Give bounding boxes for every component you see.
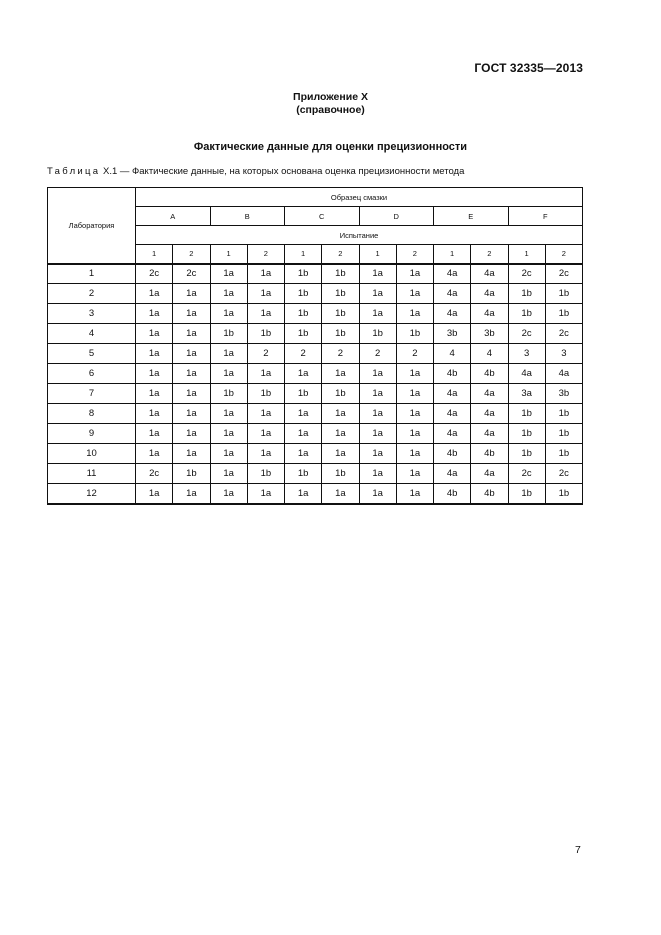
- document-code: ГОСТ 32335—2013: [474, 61, 583, 75]
- result-cell: 3a: [508, 384, 545, 404]
- result-cell: 1b: [247, 464, 284, 484]
- result-cell: 2: [396, 344, 433, 364]
- test-number-header: 2: [247, 245, 284, 264]
- result-cell: 1b: [508, 484, 545, 504]
- result-cell: 1a: [359, 264, 396, 284]
- appendix-subtitle: (справочное): [296, 104, 365, 116]
- result-cell: 4a: [434, 404, 471, 424]
- result-cell: 3b: [545, 384, 582, 404]
- test-number-header: 1: [359, 245, 396, 264]
- result-cell: 1b: [359, 324, 396, 344]
- page-number: 7: [575, 844, 581, 856]
- result-cell: 1b: [545, 424, 582, 444]
- table-row: [48, 324, 583, 344]
- result-cell: 1a: [359, 304, 396, 324]
- result-cell: 1b: [173, 464, 210, 484]
- result-cell: 2c: [545, 264, 582, 284]
- table-caption-label: Таблица: [47, 166, 101, 177]
- result-cell: 1b: [322, 384, 359, 404]
- result-cell: 1b: [508, 444, 545, 464]
- result-cell: 1a: [136, 424, 173, 444]
- result-cell: 1a: [136, 444, 173, 464]
- result-cell: 1a: [396, 284, 433, 304]
- lab-number-cell: 11: [48, 464, 136, 484]
- result-cell: 1a: [136, 404, 173, 424]
- result-cell: 3b: [471, 324, 508, 344]
- result-cell: 3: [545, 344, 582, 364]
- table-caption-number: X.1: [103, 166, 118, 177]
- result-cell: 1b: [285, 464, 322, 484]
- table-row: [48, 364, 583, 384]
- table-row: [48, 424, 583, 444]
- result-cell: 1b: [508, 424, 545, 444]
- result-cell: 2c: [508, 324, 545, 344]
- result-cell: 1a: [396, 384, 433, 404]
- result-cell: 1a: [247, 284, 284, 304]
- result-cell: 1a: [285, 404, 322, 424]
- result-cell: 1a: [173, 404, 210, 424]
- table-caption: [47, 166, 464, 177]
- table-row: [48, 264, 583, 284]
- result-cell: 2: [322, 344, 359, 364]
- lab-number-cell: 1: [48, 264, 136, 284]
- sample-header-d: D: [359, 207, 434, 226]
- result-cell: 1a: [210, 464, 247, 484]
- result-cell: 1a: [285, 444, 322, 464]
- result-cell: 4a: [545, 364, 582, 384]
- result-cell: 1a: [359, 464, 396, 484]
- result-cell: 1a: [173, 324, 210, 344]
- result-cell: 1b: [285, 324, 322, 344]
- appendix-heading: [0, 91, 661, 117]
- result-cell: 1b: [545, 284, 582, 304]
- section-title: Фактические данные для оценки прецизионности: [193, 141, 468, 153]
- result-cell: 1b: [322, 264, 359, 284]
- test-group-header: Испытание: [136, 226, 583, 245]
- result-cell: 1a: [136, 364, 173, 384]
- result-cell: 2c: [508, 264, 545, 284]
- result-cell: 1b: [247, 384, 284, 404]
- result-cell: 1a: [396, 364, 433, 384]
- result-cell: 4a: [434, 464, 471, 484]
- sample-group-header: Образец смазки: [136, 188, 583, 207]
- result-cell: 1a: [359, 424, 396, 444]
- test-number-header: 2: [471, 245, 508, 264]
- lab-number-cell: 12: [48, 484, 136, 504]
- result-cell: 3b: [434, 324, 471, 344]
- result-cell: 2c: [545, 464, 582, 484]
- result-cell: 1a: [247, 424, 284, 444]
- test-number-header: 1: [285, 245, 322, 264]
- test-number-header: 1: [136, 245, 173, 264]
- result-cell: 4: [471, 344, 508, 364]
- result-cell: 4a: [434, 284, 471, 304]
- lab-number-cell: 9: [48, 424, 136, 444]
- result-cell: 1a: [396, 444, 433, 464]
- sample-header-f: F: [508, 207, 583, 226]
- result-cell: 1a: [247, 444, 284, 464]
- result-cell: 1b: [545, 404, 582, 424]
- result-cell: 1b: [322, 304, 359, 324]
- lab-number-cell: 10: [48, 444, 136, 464]
- result-cell: 1a: [285, 484, 322, 504]
- result-cell: 1a: [247, 364, 284, 384]
- result-cell: 1a: [210, 344, 247, 364]
- result-cell: 1a: [173, 484, 210, 504]
- result-cell: 1a: [210, 484, 247, 504]
- result-cell: 1a: [136, 344, 173, 364]
- result-cell: 1a: [322, 424, 359, 444]
- result-cell: 1a: [359, 404, 396, 424]
- result-cell: 1a: [396, 464, 433, 484]
- table-row: [48, 484, 583, 504]
- result-cell: 1a: [173, 304, 210, 324]
- appendix-title: Приложение X: [293, 91, 368, 103]
- result-cell: 4b: [471, 444, 508, 464]
- result-cell: 1b: [285, 264, 322, 284]
- result-cell: 1a: [322, 404, 359, 424]
- table-row: [48, 304, 583, 324]
- result-cell: 2c: [136, 464, 173, 484]
- result-cell: 1a: [210, 284, 247, 304]
- result-cell: 1b: [322, 324, 359, 344]
- result-cell: 4a: [471, 424, 508, 444]
- result-cell: 1b: [545, 484, 582, 504]
- result-cell: 1b: [508, 284, 545, 304]
- result-cell: 1a: [173, 364, 210, 384]
- result-cell: 1a: [136, 324, 173, 344]
- result-cell: 4b: [434, 364, 471, 384]
- result-cell: 1b: [322, 464, 359, 484]
- table-row: [48, 284, 583, 304]
- result-cell: 4: [434, 344, 471, 364]
- result-cell: 1a: [322, 484, 359, 504]
- result-cell: 4b: [434, 484, 471, 504]
- result-cell: 1a: [210, 404, 247, 424]
- result-cell: 1a: [322, 364, 359, 384]
- result-cell: 1b: [285, 284, 322, 304]
- result-cell: 1a: [396, 424, 433, 444]
- result-cell: 4a: [471, 304, 508, 324]
- table-row: [48, 384, 583, 404]
- table-caption-text: — Фактические данные, на которых основана оценка прецизионности метода: [119, 166, 465, 177]
- test-number-header: 2: [322, 245, 359, 264]
- sample-header-e: E: [434, 207, 509, 226]
- table-row: [48, 344, 583, 364]
- lab-number-cell: 4: [48, 324, 136, 344]
- result-cell: 1a: [210, 304, 247, 324]
- result-cell: 1a: [136, 484, 173, 504]
- sample-header-c: C: [285, 207, 360, 226]
- result-cell: 2c: [136, 264, 173, 284]
- result-cell: 1b: [508, 304, 545, 324]
- result-cell: 4a: [434, 384, 471, 404]
- result-cell: 1a: [322, 444, 359, 464]
- result-cell: 1a: [136, 284, 173, 304]
- result-cell: 2c: [508, 464, 545, 484]
- result-cell: 1b: [545, 444, 582, 464]
- result-cell: 4a: [508, 364, 545, 384]
- result-cell: 1a: [285, 424, 322, 444]
- lab-number-cell: 2: [48, 284, 136, 304]
- result-cell: 4a: [434, 304, 471, 324]
- test-number-header: 1: [508, 245, 545, 264]
- result-cell: 1a: [136, 384, 173, 404]
- result-cell: 4a: [471, 284, 508, 304]
- table-body: [48, 264, 583, 504]
- result-cell: 2c: [545, 324, 582, 344]
- result-cell: 1a: [210, 364, 247, 384]
- lab-number-cell: 8: [48, 404, 136, 424]
- result-cell: 1a: [210, 424, 247, 444]
- table-header: [48, 188, 583, 264]
- test-number-header: 2: [545, 245, 582, 264]
- result-cell: 1b: [285, 384, 322, 404]
- result-cell: 1a: [247, 484, 284, 504]
- result-cell: 4a: [434, 264, 471, 284]
- result-cell: 1a: [173, 344, 210, 364]
- result-cell: 1a: [396, 264, 433, 284]
- result-cell: 2: [285, 344, 322, 364]
- result-cell: 4a: [471, 464, 508, 484]
- result-cell: 1b: [285, 304, 322, 324]
- result-cell: 4a: [434, 424, 471, 444]
- result-cell: 1a: [136, 304, 173, 324]
- lab-column-header: Лаборатория: [48, 188, 136, 264]
- test-number-header: 2: [396, 245, 433, 264]
- result-cell: 1b: [322, 284, 359, 304]
- result-cell: 1b: [210, 324, 247, 344]
- result-cell: 1a: [359, 384, 396, 404]
- result-cell: 1a: [173, 424, 210, 444]
- sample-header-b: B: [210, 207, 285, 226]
- result-cell: 1a: [359, 444, 396, 464]
- result-cell: 1a: [173, 444, 210, 464]
- result-cell: 1b: [545, 304, 582, 324]
- result-cell: 2c: [173, 264, 210, 284]
- test-number-header: 1: [210, 245, 247, 264]
- result-cell: 1a: [173, 284, 210, 304]
- result-cell: 1a: [396, 484, 433, 504]
- result-cell: 1a: [396, 404, 433, 424]
- result-cell: 1a: [359, 284, 396, 304]
- result-cell: 4b: [471, 364, 508, 384]
- result-cell: 1b: [247, 324, 284, 344]
- result-cell: 4b: [434, 444, 471, 464]
- result-cell: 4b: [471, 484, 508, 504]
- result-cell: 1a: [210, 444, 247, 464]
- result-cell: 1a: [359, 484, 396, 504]
- result-cell: 1a: [247, 264, 284, 284]
- precision-data-table: [47, 187, 583, 505]
- result-cell: 1a: [173, 384, 210, 404]
- result-cell: 1a: [285, 364, 322, 384]
- lab-number-cell: 3: [48, 304, 136, 324]
- sample-header-a: A: [136, 207, 211, 226]
- table-row: [48, 464, 583, 484]
- result-cell: 2: [247, 344, 284, 364]
- table-row: [48, 444, 583, 464]
- result-cell: 4a: [471, 264, 508, 284]
- result-cell: 1b: [508, 404, 545, 424]
- test-number-header: 2: [173, 245, 210, 264]
- result-cell: 1a: [210, 264, 247, 284]
- result-cell: 2: [359, 344, 396, 364]
- lab-number-cell: 5: [48, 344, 136, 364]
- result-cell: 1a: [247, 404, 284, 424]
- result-cell: 1b: [210, 384, 247, 404]
- result-cell: 4a: [471, 384, 508, 404]
- result-cell: 1a: [396, 304, 433, 324]
- test-number-header: 1: [434, 245, 471, 264]
- result-cell: 1b: [396, 324, 433, 344]
- result-cell: 1a: [359, 364, 396, 384]
- table-row: [48, 404, 583, 424]
- lab-number-cell: 6: [48, 364, 136, 384]
- lab-number-cell: 7: [48, 384, 136, 404]
- result-cell: 4a: [471, 404, 508, 424]
- result-cell: 1a: [247, 304, 284, 324]
- result-cell: 3: [508, 344, 545, 364]
